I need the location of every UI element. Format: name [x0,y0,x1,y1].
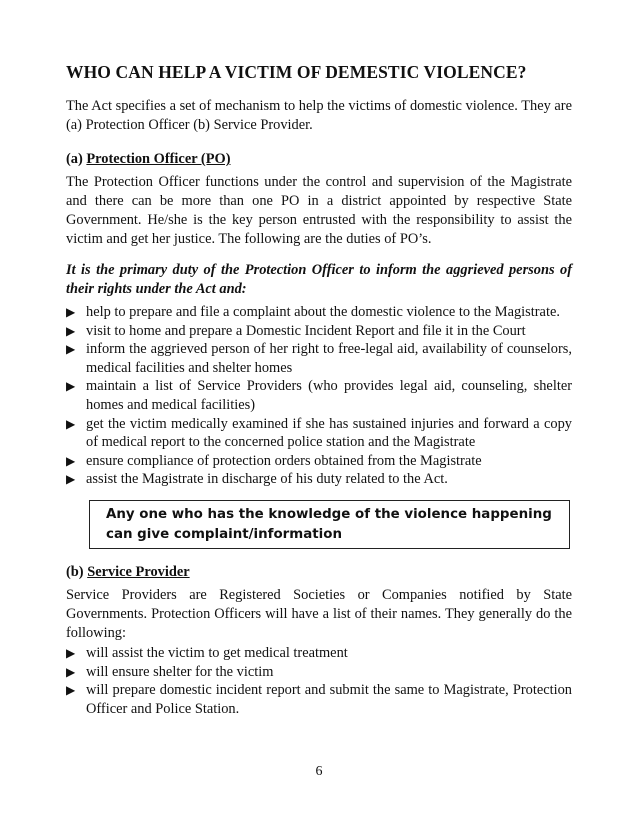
list-item: ▶ get the victim medically examined if she has sustained injuries and forward a copy of medical report to the concerned police station and the Magistrate [66,415,572,451]
list-item: ▶ will assist the victim to get medical treatment [66,644,348,661]
callout-text: Any one who has the knowledge of the violence happening can give complaint/information [106,506,552,542]
protection-officer-paragraph: The Protection Officer functions under the control and supervision of the Magistrate and there can be more than one PO in a district appointed by respective State Government. He/she is the key person entrusted with the responsibility to assist the victim and get her justice. The following are the duties of PO’s. [66,174,572,247]
page-number: 6 [315,764,323,779]
page-title: WHO CAN HELP A VICTIM OF DEMESTIC VIOLENCE? [66,62,527,82]
duty-lead-text: It is the primary duty of the Protection Officer to inform the aggrieved persons of their rights under the Act and: [66,262,572,297]
bullet-arrow-icon: ▶ [66,379,76,394]
service-provider-heading [66,563,572,582]
service-provider-paragraph: Service Providers are Registered Societies or Companies notified by State Governments. Protection Officers will have a list of their names. They generally do the following: [66,586,572,641]
document-page [66,62,572,718]
bullet-arrow-icon: ▶ [66,664,76,679]
bullet-arrow-icon: ▶ [66,645,76,660]
section-b-prefix: (b) [66,563,88,580]
bullet-arrow-icon: ▶ [66,453,76,468]
section-b-title: Service Provider [87,563,190,580]
callout-box [89,500,570,549]
duties-list [66,303,572,489]
list-item: ▶ assist the Magistrate in discharge of his duty related to the Act. [66,471,448,488]
list-item: ▶ inform the aggrieved person of her right to free-legal aid, availability of counselors, medical facilities and shelter homes [66,341,572,376]
bullet-arrow-icon: ▶ [66,305,76,319]
list-item: ▶ help to prepare and file a complaint about the domestic violence to the Magistrate. [66,304,560,320]
intro-paragraph: The Act specifies a set of mechanism to help the victims of domestic violence. They are (a) Protection Officer (b) Service Provider. [66,98,572,133]
section-a-title: Protection Officer (PO) [86,151,231,167]
bullet-arrow-icon: ▶ [66,416,76,431]
protection-officer-heading [66,150,572,169]
bullet-arrow-icon: ▶ [66,342,76,357]
section-a-prefix: (a) [66,151,87,167]
list-item: ▶ will ensure shelter for the victim [66,663,274,680]
service-provider-list [66,644,572,718]
list-item: ▶ maintain a list of Service Providers (who provides legal aid, counseling, shelter homes and medical facilities) [66,378,572,413]
list-item: ▶ visit to home and prepare a Domestic Incident Report and file it in the Court [66,322,526,339]
list-item: ▶ ensure compliance of protection orders obtained from the Magistrate [66,452,482,469]
bullet-arrow-icon: ▶ [66,472,76,487]
bullet-arrow-icon: ▶ [66,323,76,338]
list-item: ▶ will prepare domestic incident report and submit the same to Magistrate, Protection Officer and Police Station. [66,682,572,717]
bullet-arrow-icon: ▶ [66,683,76,698]
